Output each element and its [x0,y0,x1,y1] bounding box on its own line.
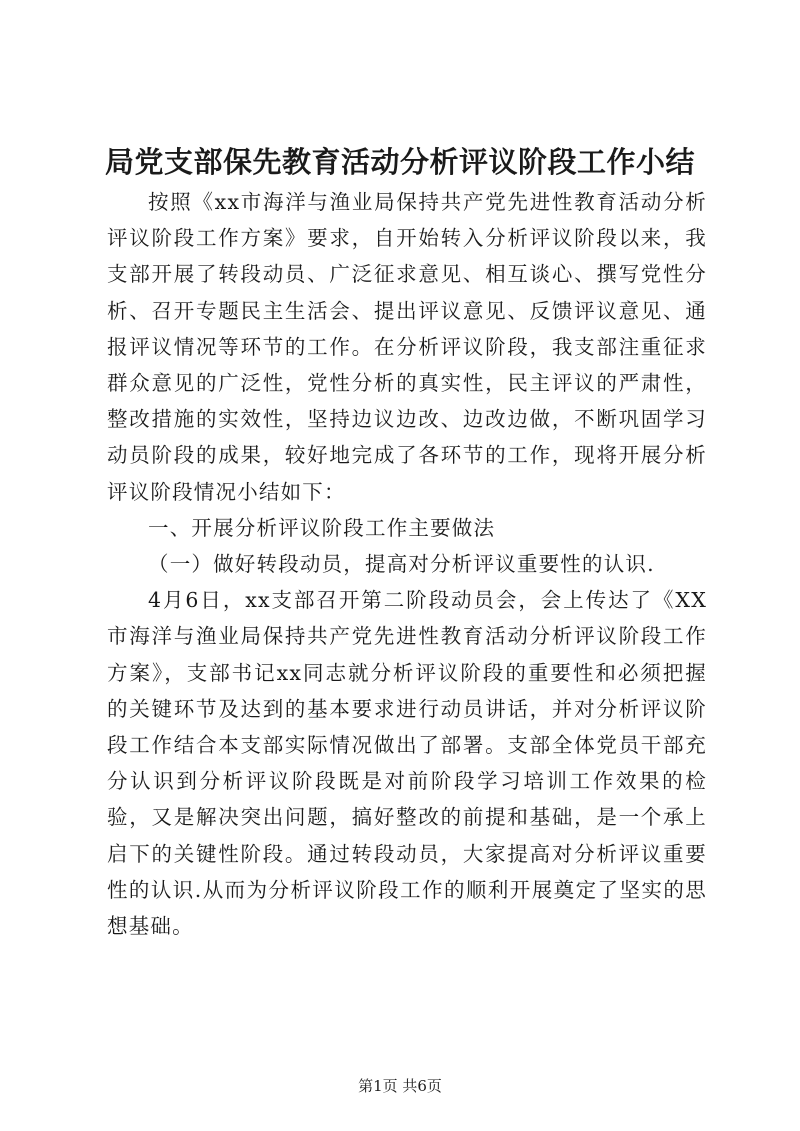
document-body [107,184,707,944]
section-heading-1: 一、开展分析评议阶段工作主要做法 [148,515,496,540]
paragraph-mobilization: 4月6日，xx支部召开第二阶段动员会，会上传达了《XX市海洋与渔业局保持共产党先进性教育活动分析评议阶段工作方案》，支部书记xx同志就分析评议阶段的重要性和必须把握的关键环节及达到的基本要求进行动员讲话，并对分析评议阶段工作结合本支部实际情况做出了部署。支部全体党员干部充分认识到分析评议阶段既是对前阶段学习培训工作效果的检验，又是解决突出问题，搞好整改的前提和基础，是一个承上启下的关键性阶段。通过转段动员，大家提高对分析评议重要性的认识.从而为分析评议阶段工作的顺利开展奠定了坚实的思想基础。 [107,588,707,939]
page-number-footer: 第1页 共6页 [358,1077,442,1095]
document-title: 局党支部保先教育活动分析评议阶段工作小结 [104,145,695,179]
paragraph-intro: 按照《xx市海洋与渔业局保持共产党先进性教育活动分析评议阶段工作方案》要求，自开始转入分析评议阶段以来，我支部开展了转段动员、广泛征求意见、相互谈心、撰写党性分析、召开专题民主生活会、提出评议意见、反馈评议意见、通报评议情况等环节的工作。在分析评议阶段，我支部注重征求群众意见的广泛性，党性分析的真实性，民主评议的严肃性，整改措施的实效性，坚持边议边改、边改边做，不断巩固学习动员阶段的成果，较好地完成了各环节的工作，现将开展分析评议阶段情况小结如下： [107,190,707,504]
subsection-heading-1: （一）做好转段动员，提高对分析评议重要性的认识. [148,552,655,577]
